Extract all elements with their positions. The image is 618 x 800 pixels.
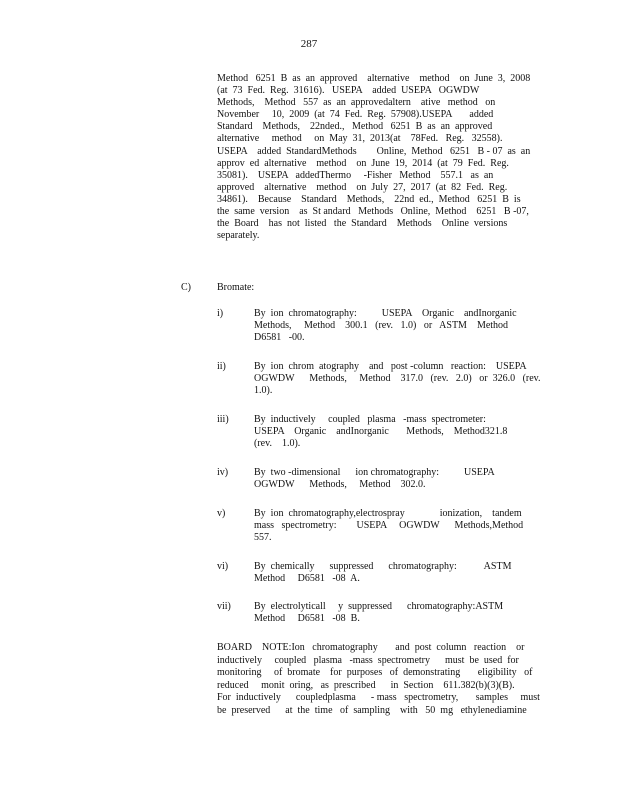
list-item-number: vii) [217,601,231,612]
paragraph-line: Methods, Method 557 as an approvedaltern ative method on [217,97,496,109]
note-line: reduced monit oring, as prescribed in Section 611.382(b)(3)(B). [217,679,515,691]
paragraph-line: November 10, 2009 (at 74 Fed. Reg. 57908).USEPA added [217,109,494,121]
note-line: be preserved at the time of sampling with 50 mg ethylenediamine [217,704,527,716]
section-title: Bromate: [217,282,255,293]
list-item-text [254,561,544,585]
paragraph-line: approv ed alternative method on June 19, 2014 (at 79 Fed. Reg. [217,157,509,169]
paragraph-line: alternative method on May 31, 2013(at 78Fed. Reg. 32558). [217,133,503,145]
paragraph-line: (at 73 Fed. Reg. 31616). USEPA added USEPA OGWDW [217,85,480,97]
list-item-line: By two -dimensional ion chromatography: USEPA [254,467,495,478]
list-item-text [254,508,544,545]
list-item-text [254,361,544,398]
paragraph-line: the Board has not listed the Standard Methods Online versions [217,218,508,230]
list-item-line: By chemically suppressed chromatography: ASTM [254,561,512,572]
list-item-line: 1.0). [254,385,273,397]
list-item-line: By ion chrom atography and post -column reaction: USEPA [254,361,527,372]
paragraph-line: separately. [217,230,260,242]
section-label: C) [181,282,191,293]
list-item-line: 557. [254,532,272,544]
list-item-number: i) [217,308,224,319]
list-item-text [254,414,544,451]
list-item-number: iii) [217,414,229,425]
list-item-line: By electrolyticall y suppressed chromatography:ASTM [254,601,504,612]
list-item-line: By ion chromatography: USEPA Organic andInorganic [254,308,517,319]
paragraph-line: Standard Methods, 22nded., Method 6251 B as an approved [217,121,493,133]
list-item-line: Method D6581 -08 B. [254,613,360,625]
paragraph-line: USEPA added StandardMethods Online, Method 6251 B - 07 as an [217,145,531,157]
list-item-number: iv) [217,467,229,478]
list-item-line: USEPA Organic andInorganic Methods, Method321.8 [254,426,508,438]
note-line: monitoring of bromate for purposes of demonstrating eligibility of [217,667,533,679]
list-item-line: By inductively coupled plasma -mass spectrometer: [254,414,486,425]
list-item-line: mass spectrometry: USEPA OGWDW Methods,Method [254,520,524,532]
list-item-number: v) [217,508,226,519]
intro-paragraph [217,73,541,242]
list-item-text [254,601,544,625]
paragraph-line: 35081). USEPA addedThermo -Fisher Method 557.1 as an [217,169,494,181]
list-item-text [254,308,544,345]
note-line: inductively coupled plasma -mass spectrometry must be used for [217,654,519,666]
list-item-number: ii) [217,361,226,372]
list-item-number: vi) [217,561,229,572]
note-line: For inductively coupledplasma - mass spectrometry, samples must [217,692,540,704]
board-note [217,642,541,718]
list-item-line: By ion chromatography,electrospray ionization, tandem [254,508,522,519]
list-item-line: Method D6581 -08 A. [254,573,360,585]
list-item-line: Methods, Method 300.1 (rev. 1.0) or ASTM Method [254,320,509,332]
list-item-line: OGWDW Methods, Method 302.0. [254,479,426,491]
page-number: 287 [300,38,318,50]
paragraph-line: the same version as St andard Methods Online, Method 6251 B -07, [217,206,529,218]
paragraph-line: approved alternative method on July 27, 2017 (at 82 Fed. Reg. [217,181,508,193]
list-item-line: D6581 -00. [254,332,305,344]
paragraph-line: Method 6251 B as an approved alternative method on June 3, 2008 [217,73,531,84]
paragraph-line: 34861). Because Standard Methods, 22nd ed., Method 6251 B is [217,193,521,205]
list-item-line: (rev. 1.0). [254,438,301,450]
note-line: BOARD NOTE:Ion chromatography and post column reaction or [217,642,525,653]
list-item-line: OGWDW Methods, Method 317.0 (rev. 2.0) or 326.0 (rev. [254,373,541,385]
list-item-text [254,467,544,491]
